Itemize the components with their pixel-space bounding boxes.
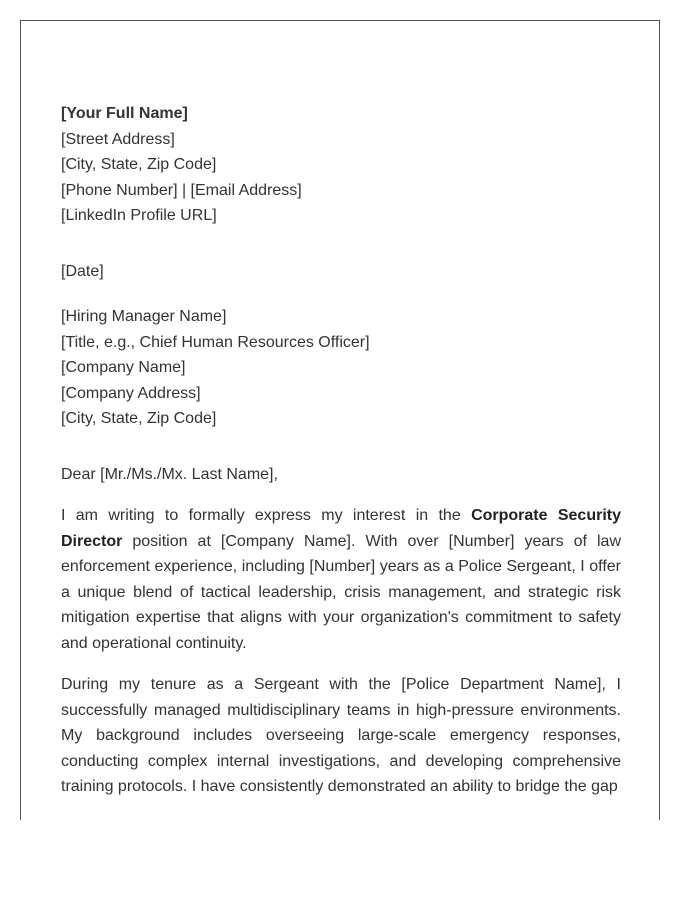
spacer [61,432,621,462]
letter-body [61,101,621,800]
spacer [61,284,621,304]
salutation: Dear [Mr./Ms./Mx. Last Name], [61,465,278,483]
recipient-city: [City, State, Zip Code] [61,410,217,427]
paragraph-intro [61,503,621,656]
recipient-title: [Title, e.g., Chief Human Resources Officer] [61,333,370,351]
sender-street: [Street Address] [61,130,175,148]
sender-block [61,101,621,229]
spacer [61,229,621,259]
paragraph-intro-rest: position at [Company Name]. With over [Number] years of law enforcement experience, including [Number] years as a Police Sergeant, I offer a unique blend of tactical leadership, crisis management, and strategic risk mitigation expertise that aligns with your organization's commitment to safety and operational continuity. [61,532,621,652]
sender-city: [City, State, Zip Code] [61,156,217,173]
recipient-manager: [Hiring Manager Name] [61,308,227,325]
paragraph-intro-start: I am writing to formally express my interest in the [61,507,472,524]
sender-contact: [Phone Number] | [Email Address] [61,181,302,199]
recipient-company: [Company Name] [61,359,186,376]
recipient-address: [Company Address] [61,384,201,402]
sender-name: [Your Full Name] [61,105,188,122]
position-title: Corporate Security Director [61,507,621,550]
document-page [20,20,660,820]
recipient-block [61,304,621,432]
sender-linkedin: [LinkedIn Profile URL] [61,207,217,224]
letter-date: [Date] [61,262,104,280]
paragraph-experience: During my tenure as a Sergeant with the [Police Department Name], I successfully managed multidisciplinary teams in high-pressure environments. My background includes overseeing large-scale emergency responses, conducting complex internal investigations, and developing comprehensive training protocols. I have consistently demonstrated an ability to bridge the gap [61,676,621,795]
